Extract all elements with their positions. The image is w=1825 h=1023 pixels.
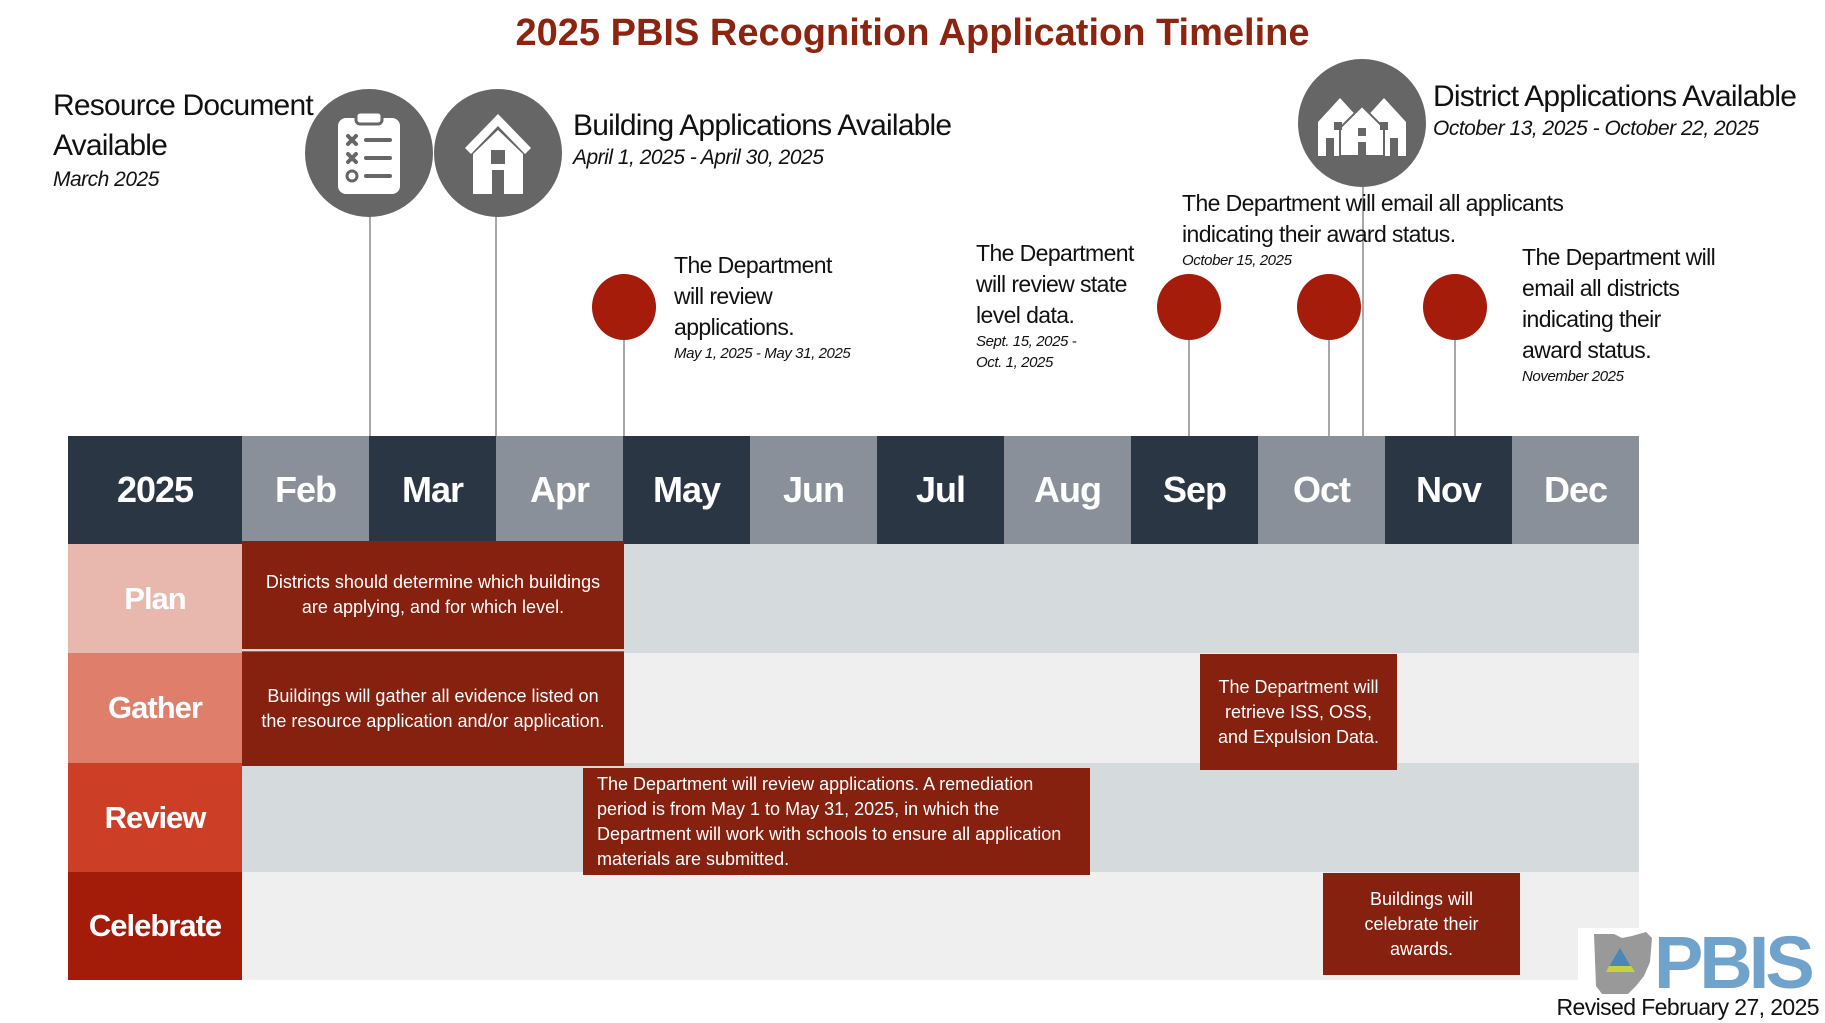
row-label-plan: Plan	[68, 544, 242, 653]
connector-line	[623, 340, 625, 446]
milestone-marker	[1297, 274, 1361, 340]
milestone-email-applicants	[1182, 188, 1563, 271]
milestone-date: October 15, 2025	[1182, 252, 1292, 269]
connector-line	[1454, 340, 1456, 436]
milestone-state-data	[976, 238, 1134, 373]
milestone-text: applications.	[674, 314, 795, 340]
header-month-may: May	[623, 436, 750, 544]
header-month-apr: Apr	[496, 436, 623, 544]
row-label-review: Review	[68, 763, 242, 872]
houses-icon	[1298, 59, 1426, 187]
logo-text: PBIS	[1654, 921, 1811, 1004]
celebrate-task-box: Buildings will celebrate their awards.	[1323, 873, 1520, 975]
milestone-marker	[1157, 274, 1221, 340]
milestone-title: District Applications Available	[1433, 80, 1797, 113]
milestone-email-districts	[1522, 242, 1715, 387]
header-month-feb: Feb	[242, 436, 369, 544]
milestone-text: will review state	[976, 271, 1127, 297]
header-month-jun: Jun	[750, 436, 877, 544]
pbis-logo	[1578, 921, 1825, 1004]
milestone-date: November 2025	[1522, 368, 1624, 385]
milestone-text: award status.	[1522, 337, 1651, 363]
page-title: 2025 PBIS Recognition Application Timeline	[515, 12, 1310, 54]
milestone-title: Available	[53, 129, 168, 162]
milestone-text: The Department	[674, 252, 832, 278]
header-month-aug: Aug	[1004, 436, 1131, 544]
milestone-text: email all districts	[1522, 275, 1680, 301]
row-label-gather: Gather	[68, 653, 242, 763]
milestone-date: Sept. 15, 2025 -	[976, 333, 1077, 350]
milestone-title: Building Applications Available	[573, 109, 952, 142]
review-task-box: The Department will review applications. A remediation period is from May 1 to May 31, 2025, in which the Department will work with schools to ensure all application materials are submitted.	[583, 768, 1090, 875]
gather-task-box: Buildings will gather all evidence listed on the resource application and/or application.	[242, 651, 624, 766]
connector-line	[1328, 340, 1330, 436]
data-task-box: The Department will retrieve ISS, OSS, and Expulsion Data.	[1200, 654, 1397, 770]
header-month-sep: Sep	[1131, 436, 1258, 544]
connector-line	[495, 215, 497, 436]
milestone-district	[1433, 77, 1796, 141]
milestone-date: April 1, 2025 - April 30, 2025	[573, 146, 824, 169]
header-month-mar: Mar	[369, 436, 496, 544]
milestone-text: will review	[674, 283, 773, 309]
milestone-resource	[53, 86, 313, 192]
header-month-nov: Nov	[1385, 436, 1512, 544]
clipboard-checklist-icon	[305, 89, 433, 217]
connector-line	[369, 215, 371, 436]
milestone-text: level data.	[976, 302, 1075, 328]
milestone-text: indicating their	[1522, 306, 1661, 332]
milestone-review	[674, 250, 850, 364]
milestone-text: The Department	[976, 240, 1134, 266]
header-month-jul: Jul	[877, 436, 1004, 544]
milestone-title: Resource Document	[53, 89, 313, 122]
milestone-text: The Department will email all applicants	[1182, 190, 1564, 216]
header-year: 2025	[68, 436, 242, 544]
header-month-oct: Oct	[1258, 436, 1385, 544]
milestone-date: Oct. 1, 2025	[976, 354, 1053, 371]
milestone-text: indicating their award status.	[1182, 221, 1456, 247]
header-month-dec: Dec	[1512, 436, 1639, 544]
ohio-map-icon	[1590, 930, 1656, 996]
milestone-marker	[1423, 274, 1487, 340]
milestone-date: March 2025	[53, 168, 159, 191]
row-label-celebrate: Celebrate	[68, 872, 242, 980]
milestone-building	[573, 106, 951, 170]
milestone-marker	[592, 274, 656, 340]
revised-date: Revised February 27, 2025	[1556, 994, 1819, 1020]
milestone-date: May 1, 2025 - May 31, 2025	[674, 345, 851, 362]
milestone-date: October 13, 2025 - October 22, 2025	[1433, 117, 1759, 140]
house-icon	[434, 89, 562, 217]
connector-line	[1188, 340, 1190, 436]
milestone-text: The Department will	[1522, 244, 1716, 270]
plan-task-box: Districts should determine which buildings are applying, and for which level.	[242, 541, 624, 649]
